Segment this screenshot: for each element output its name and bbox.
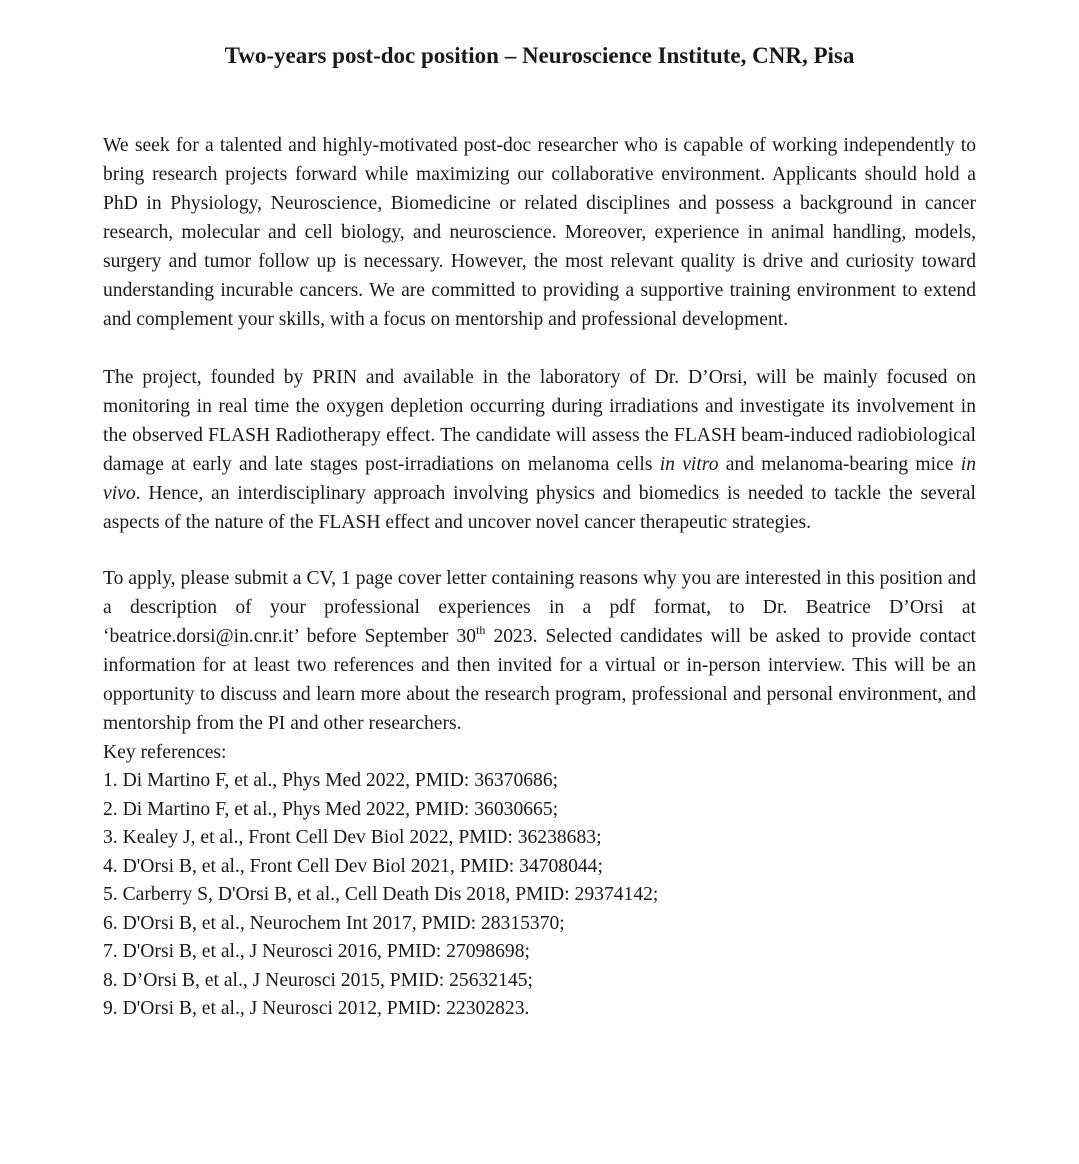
- reference-item: 7. D'Orsi B, et al., J Neurosci 2016, PMID: 27098698;: [103, 941, 530, 962]
- paragraph-project-italic-2: in vivo: [103, 454, 977, 504]
- paragraph-application: [103, 564, 976, 738]
- reference-item: 8. D’Orsi B, et al., J Neurosci 2015, PMID: 25632145;: [103, 969, 533, 991]
- reference-item: 3. Kealey J, et al., Front Cell Dev Biol 2022, PMID: 36238683;: [103, 827, 602, 848]
- paragraph-project-text-1: The project, founded by PRIN and available in the laboratory of Dr. D’Orsi, will be mainly focused on monitoring in real time the oxygen depletion occurring during irradiations and investigate its involvement in the observed FLASH Radiotherapy effect. The candidate will assess the FLASH beam-induced radiobiological damage at early and late stages post-irradiations on melanoma cells: [103, 367, 976, 475]
- date-superscript: th: [476, 623, 486, 637]
- paragraph-application-text-2: 2023. Selected candidates will be asked to provide contact information for at least two references and then invited for a virtual or in-person interview. This will be an opportunity to discuss and learn more about the research program, professional and personal environment, and mentorship from the PI and other researchers.: [103, 626, 977, 734]
- document-body: [103, 131, 976, 1024]
- reference-item: 1. Di Martino F, et al., Phys Med 2022, PMID: 36370686;: [103, 770, 559, 791]
- paragraph-project-text-2: and melanoma-bearing mice: [718, 454, 961, 475]
- paragraph-project: [103, 363, 976, 537]
- reference-item: 6. D'Orsi B, et al., Neurochem Int 2017, PMID: 28315370;: [103, 912, 565, 934]
- references-heading: Key references:: [103, 742, 227, 763]
- paragraph-application-text-1: To apply, please submit a CV, 1 page cover letter containing reasons why you are interested in this position and a description of your professional experiences in a pdf format, to Dr. Beatrice D’Orsi at ‘beatrice.dorsi@in.cnr.it’ before September 30: [103, 568, 976, 647]
- paragraph-project-italic-1: in vitro: [659, 454, 719, 475]
- paragraph-project-text-3: . Hence, an interdisciplinary approach involving physics and biomedics is needed to tackle the several aspects of the nature of the FLASH effect and uncover novel cancer therapeutic strategies.: [103, 483, 976, 533]
- reference-item: 9. D'Orsi B, et al., J Neurosci 2012, PMID: 22302823.: [103, 998, 530, 1019]
- reference-item: 5. Carberry S, D'Orsi B, et al., Cell Death Dis 2018, PMID: 29374142;: [103, 884, 659, 905]
- references-list: [103, 767, 976, 1024]
- document-title: Two-years post-doc position – Neuroscience Institute, CNR, Pisa: [224, 43, 855, 68]
- reference-item: 2. Di Martino F, et al., Phys Med 2022, PMID: 36030665;: [103, 798, 559, 820]
- reference-item: 4. D'Orsi B, et al., Front Cell Dev Biol 2021, PMID: 34708044;: [103, 855, 603, 877]
- paragraph-requirements: We seek for a talented and highly-motivated post-doc researcher who is capable of working independently to bring research projects forward while maximizing our collaborative environment. Applicants should hold a PhD in Physiology, Neuroscience, Biomedicine or related disciplines and possess a background in cancer research, molecular and cell biology, and neuroscience. Moreover, experience in animal handling, models, surgery and tumor follow up is necessary. However, the most relevant quality is drive and curiosity toward understanding incurable cancers. We are committed to providing a supportive training environment to extend and complement your skills, with a focus on mentorship and professional development.: [103, 135, 976, 330]
